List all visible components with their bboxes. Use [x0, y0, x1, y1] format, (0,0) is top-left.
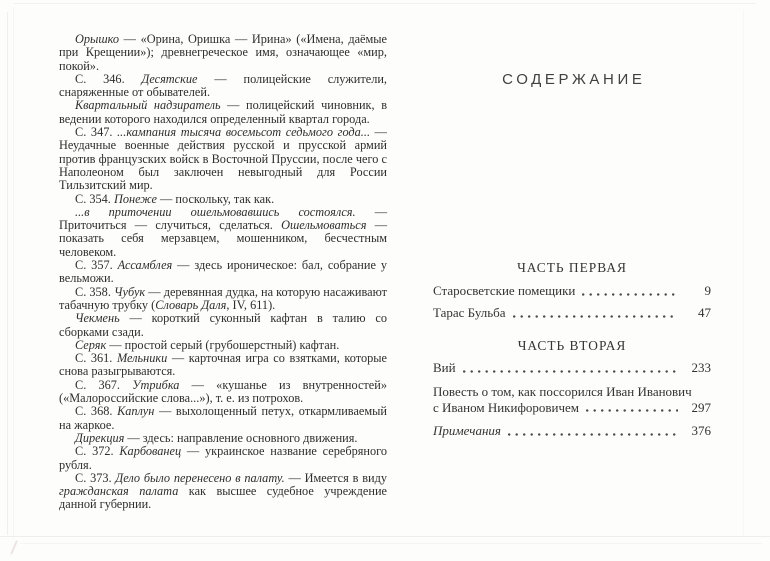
dot-leader	[586, 409, 678, 412]
toc-entry-second-line	[433, 400, 711, 416]
toc-entry	[433, 283, 711, 299]
toc-entry-title-line2: с Иваном Никифоровичем	[433, 399, 580, 415]
commentary-paragraph: С. 357. Ассамблея — здесь ироническое: бал, собрание у вельможи.	[59, 258, 387, 286]
commentary-paragraph: С. 354. Понеже — поскольку, так как.	[75, 191, 275, 206]
commentary-paragraph: С. 346. Десятские — полицейские служители, снаряженные от обывателей.	[59, 71, 387, 100]
dot-leader	[508, 433, 678, 436]
part-two-heading: ЧАСТЬ ВТОРАЯ	[517, 338, 627, 353]
page-edge-line-left-outer	[7, 12, 8, 535]
left-page-commentary	[59, 33, 387, 512]
commentary-paragraph: С. 368. Каплун — выхолощенный петух, откармливаемый на жаркое.	[59, 404, 387, 432]
commentary-paragraph: С. 347. ...кампания тысяча восемьсот седьмого года... — Неудачные военные действия русской и прусской армий против французских войск в Восточной Пруссии, после чего с Наполеоном был заключен невыгодный для России Тильзитский мир.	[59, 125, 387, 193]
toc-entry	[433, 423, 711, 439]
commentary-paragraph: Дирекция — здесь: направление основного движения.	[75, 430, 358, 445]
commentary-paragraph: С. 372. Карбованец — украинское название серебряного рубля.	[59, 444, 387, 472]
page-edge-line-top	[14, 3, 756, 4]
toc-entry-title: Тарас Бульба	[433, 305, 506, 320]
dot-leader	[463, 370, 678, 373]
contents-title: СОДЕРЖАНИЕ	[502, 71, 646, 88]
commentary-paragraph: С. 361. Мельники — карточная игра со взятками, которые снова разыгрываются.	[59, 351, 387, 379]
commentary-paragraph: С. 373. Дело было перенесено в палату. — Имеется в виду гражданская палата как высшее судебное учреждение данной губернии.	[59, 470, 387, 512]
toc-entry-title: Вий	[433, 360, 456, 375]
part-one-heading: ЧАСТЬ ПЕРВАЯ	[517, 260, 627, 275]
toc-entry-page-number: 376	[691, 423, 711, 438]
toc-entry-page-number: 47	[698, 305, 711, 320]
toc-entry	[433, 384, 711, 415]
commentary-paragraph: С. 367. Утрибка — «кушанье из внутренностей» («Малороссийские слова...»), т. е. из потрохов.	[59, 377, 387, 406]
page-edge-line-left-inner	[13, 8, 14, 539]
commentary-paragraph: Квартальный надзиратель — полицейский чиновник, в ведении которого находился определенный квартал города.	[59, 98, 387, 126]
toc-entry-title: Примечания	[433, 423, 501, 438]
commentary-paragraph: Орышко — «Орина, Оришка — Ирина» («Имена, даёмые при Крещении»); древнегреческое имя, означающее «мир, покой».	[59, 32, 387, 73]
commentary-paragraph: С. 358. Чубук — деревянная дудка, на которую насаживают табачную трубку (Словарь Даля, IV, 611).	[59, 284, 387, 312]
commentary-paragraph: Чекмень — короткий суконный кафтан в талию со сборками сзади.	[59, 311, 387, 339]
page-edge-line-bottom-inner	[20, 543, 762, 544]
page-edge-line-right	[743, 10, 744, 537]
toc-entry-page-number: 233	[691, 360, 711, 375]
toc-entry	[433, 360, 711, 376]
scan-artifact-mark	[10, 540, 18, 555]
toc-entry-title: Повесть о том, как поссорился Иван Иванович	[433, 384, 692, 399]
toc-entry-page-number: 9	[704, 283, 711, 298]
dot-leader	[582, 293, 678, 296]
toc-entry	[433, 305, 711, 321]
toc-entry-title: Старосветские помещики	[433, 283, 576, 298]
page-edge-line-bottom	[0, 536, 770, 537]
toc-entry-page-number: 297	[691, 399, 711, 415]
dot-leader	[513, 315, 678, 318]
commentary-paragraph: Серяк — простой серый (грубошерстный) кафтан.	[75, 337, 340, 352]
commentary-paragraph: ...в приточении ошельмовавшись состоялся. — Приточиться — случиться, сделаться. Ошельмоваться — показать себя мерзавцем, мошенником, бесчестным человеком.	[59, 204, 388, 259]
